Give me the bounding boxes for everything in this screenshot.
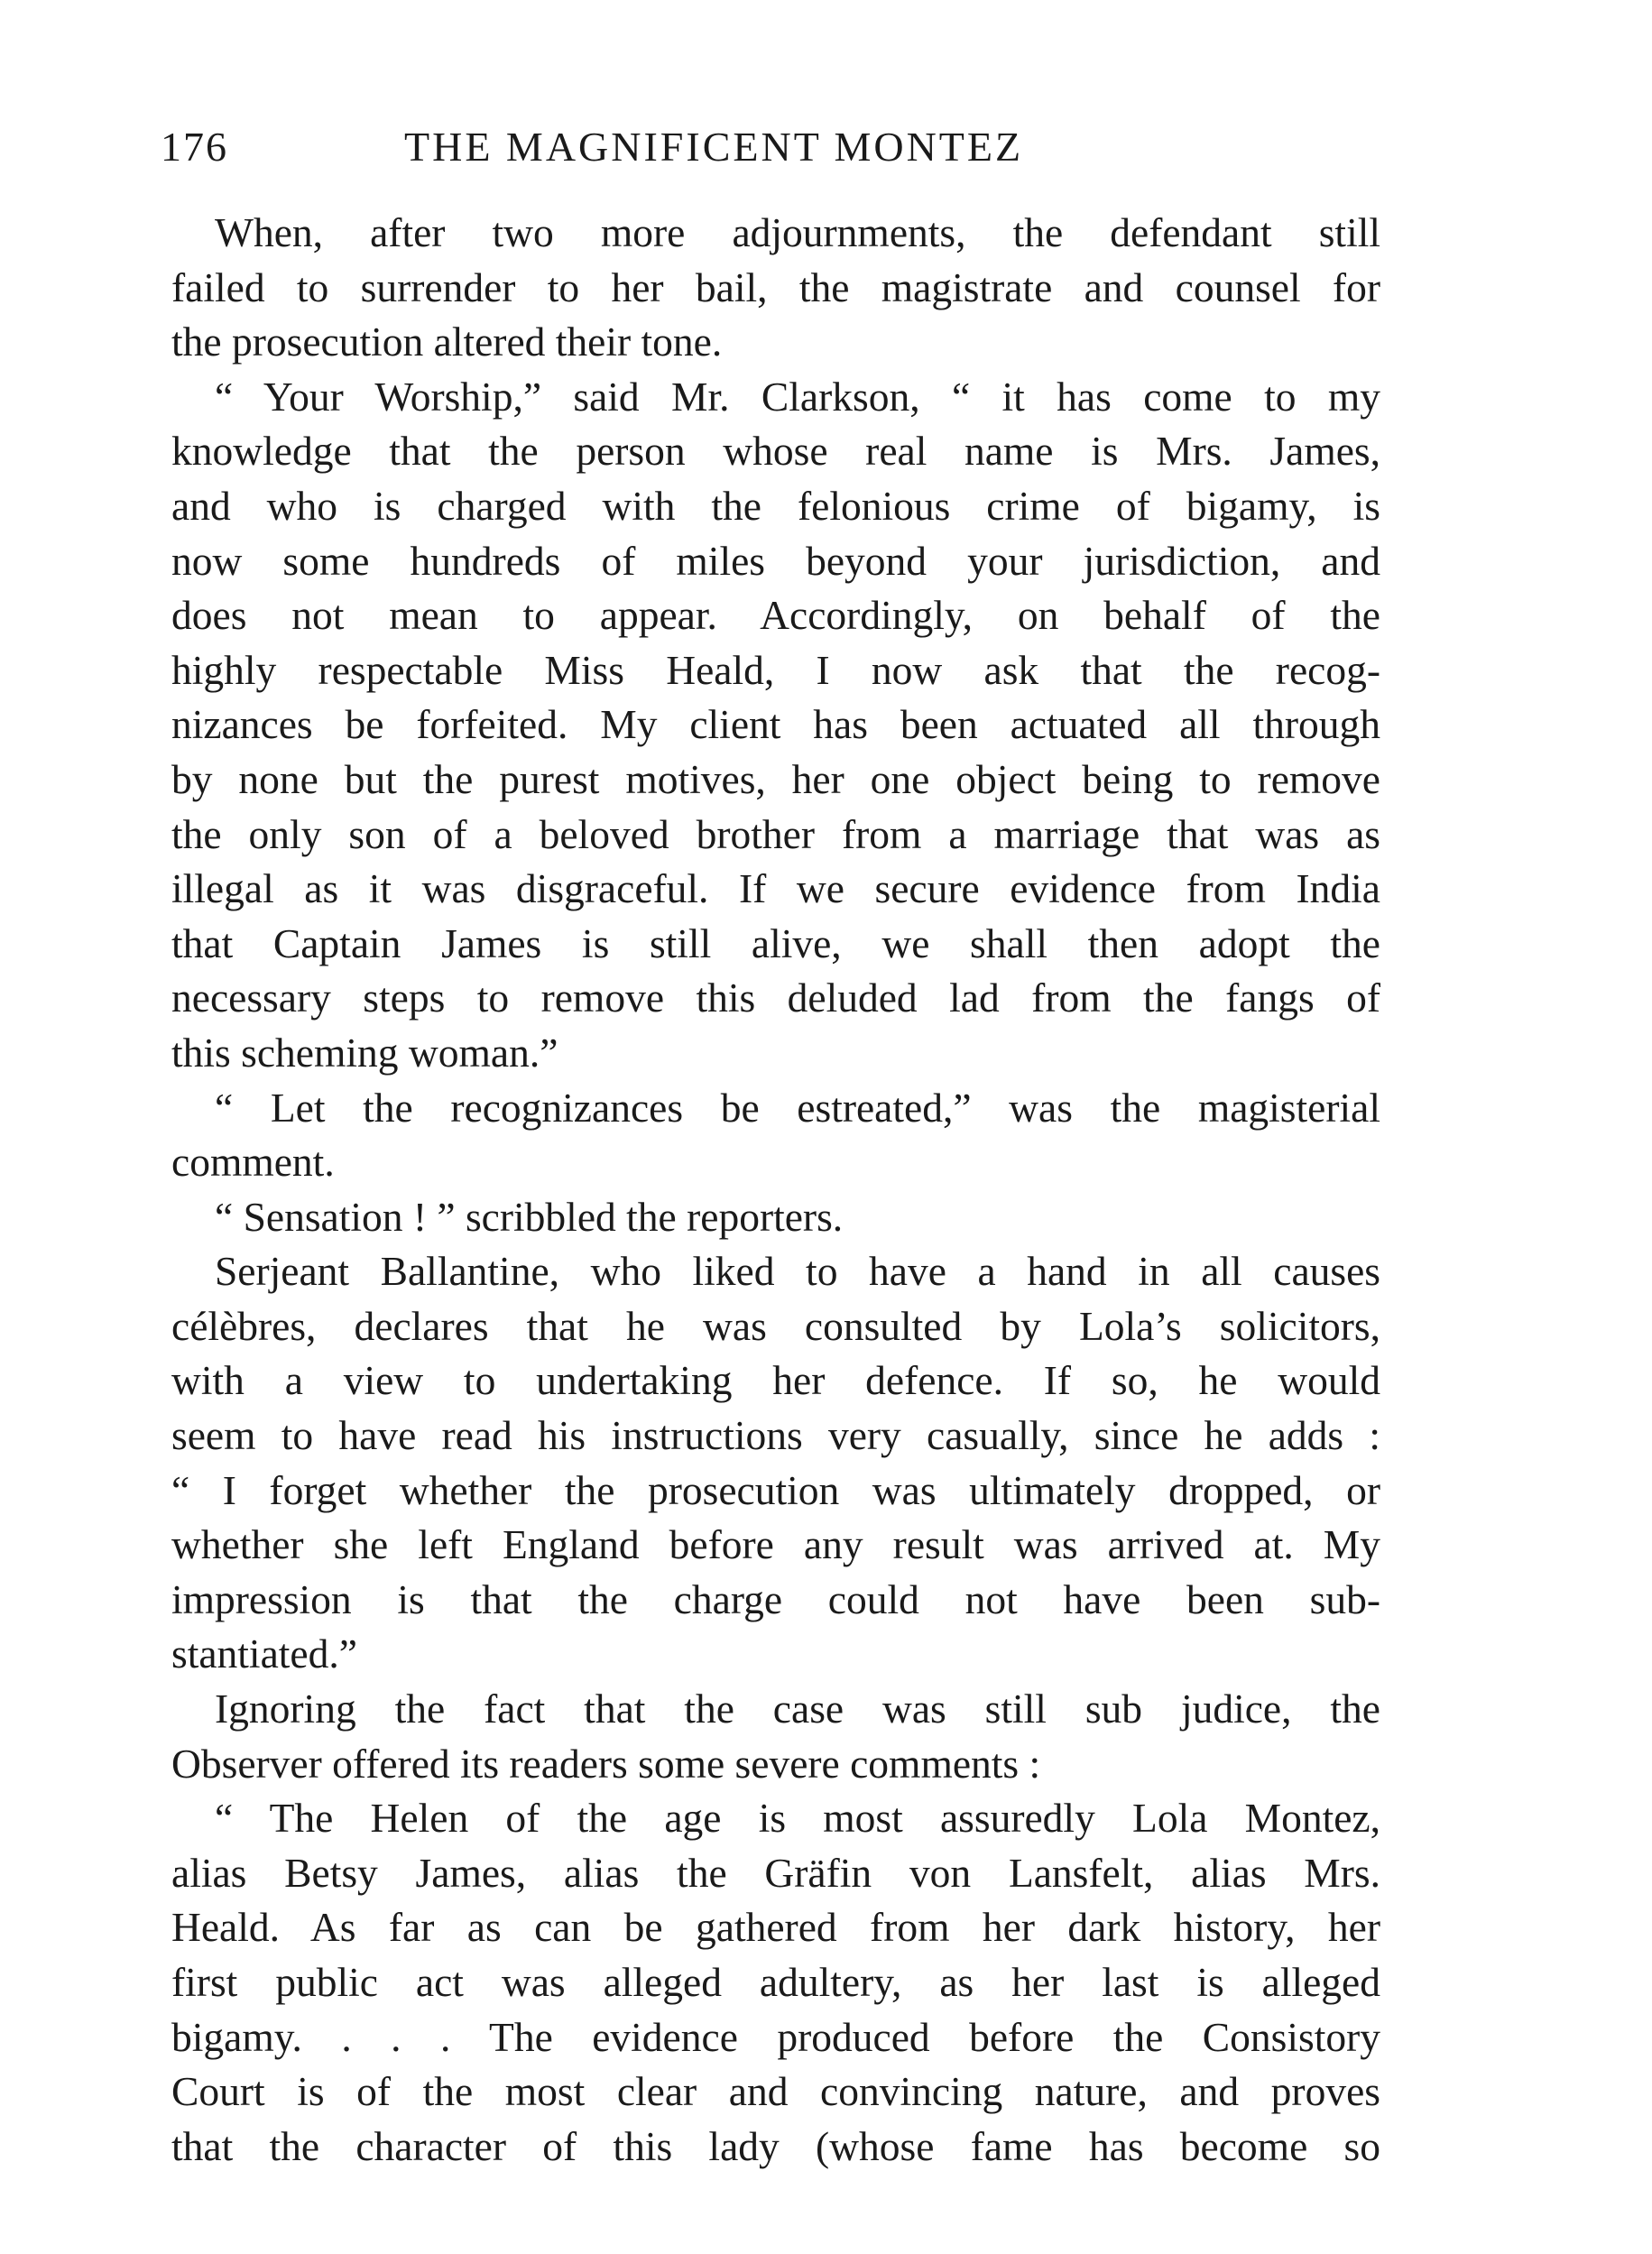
text-line: seem to have read his instructions very casually, since he adds : bbox=[171, 1412, 1380, 1459]
text-line: “ Sensation ! ” scribbled the reporters. bbox=[215, 1193, 844, 1240]
page-number: 176 bbox=[161, 124, 228, 170]
text-line: célèbres, declares that he was consulted by Lola’s solicitors, bbox=[171, 1302, 1380, 1349]
text-line: does not mean to appear. Accordingly, on behalf of the bbox=[171, 592, 1380, 639]
text-line: bigamy. . . . The evidence produced before the Consistory bbox=[171, 2013, 1380, 2060]
text-line: impression is that the charge could not have been sub- bbox=[171, 1575, 1380, 1622]
text-line: whether she left England before any result was arrived at. My bbox=[171, 1521, 1380, 1568]
text-line: Court is of the most clear and convincing nature, and proves bbox=[171, 2068, 1380, 2115]
text-line: the only son of a beloved brother from a marriage that was as bbox=[171, 810, 1380, 857]
text-line: Ignoring the fact that the case was still sub judice, the bbox=[215, 1686, 1380, 1732]
text-line: now some hundreds of miles beyond your jurisdiction, and bbox=[171, 537, 1380, 584]
text-line: highly respectable Miss Heald, I now ask that the recog- bbox=[171, 646, 1380, 693]
text-line: knowledge that the person whose real name is Mrs. James, bbox=[171, 428, 1380, 475]
text-line: Heald. As far as can be gathered from her dark history, her bbox=[171, 1904, 1380, 1951]
text-line: failed to surrender to her bail, the magistrate and counsel for bbox=[171, 263, 1380, 310]
text-line: by none but the purest motives, her one object being to remove bbox=[171, 755, 1380, 802]
text-line: first public act was alleged adultery, as her last is alleged bbox=[171, 1959, 1380, 2005]
text-line: nizances be forfeited. My client has been actuated all through bbox=[171, 701, 1380, 748]
running-title: THE MAGNIFICENT MONTEZ bbox=[404, 124, 1024, 170]
text-line: “ Let the recognizances be estreated,” was the magisterial bbox=[215, 1084, 1380, 1131]
text-line: “ Your Worship,” said Mr. Clarkson, “ it has come to my bbox=[215, 373, 1380, 420]
text-line: the prosecution altered their tone. bbox=[171, 319, 723, 365]
text-line: necessary steps to remove this deluded lad from the fangs of bbox=[171, 975, 1380, 1021]
text-line: alias Betsy James, alias the Gräfin von Lansfelt, alias Mrs. bbox=[171, 1849, 1380, 1896]
text-line: and who is charged with the felonious crime of bigamy, is bbox=[171, 482, 1380, 529]
text-line: Observer offered its readers some severe comments : bbox=[171, 1740, 1041, 1787]
text-line: with a view to undertaking her defence. If so, he would bbox=[171, 1357, 1380, 1404]
body-text bbox=[171, 206, 1380, 2174]
text-line: “ I forget whether the prosecution was ultimately dropped, or bbox=[171, 1466, 1380, 1513]
text-line: “ The Helen of the age is most assuredly Lola Montez, bbox=[215, 1795, 1380, 1842]
text-line: When, after two more adjournments, the defendant still bbox=[215, 209, 1380, 255]
text-line: that the character of this lady (whose fame has become so bbox=[171, 2122, 1380, 2169]
text-line: stantiated.” bbox=[171, 1630, 357, 1677]
text-line: comment. bbox=[171, 1139, 335, 1186]
text-line: illegal as it was disgraceful. If we secure evidence from India bbox=[171, 865, 1380, 912]
page-header bbox=[161, 115, 1379, 179]
text-line: that Captain James is still alive, we shall then adopt the bbox=[171, 919, 1380, 966]
text-line: this scheming woman.” bbox=[171, 1029, 558, 1076]
text-line: Serjeant Ballantine, who liked to have a hand in all causes bbox=[215, 1248, 1380, 1295]
